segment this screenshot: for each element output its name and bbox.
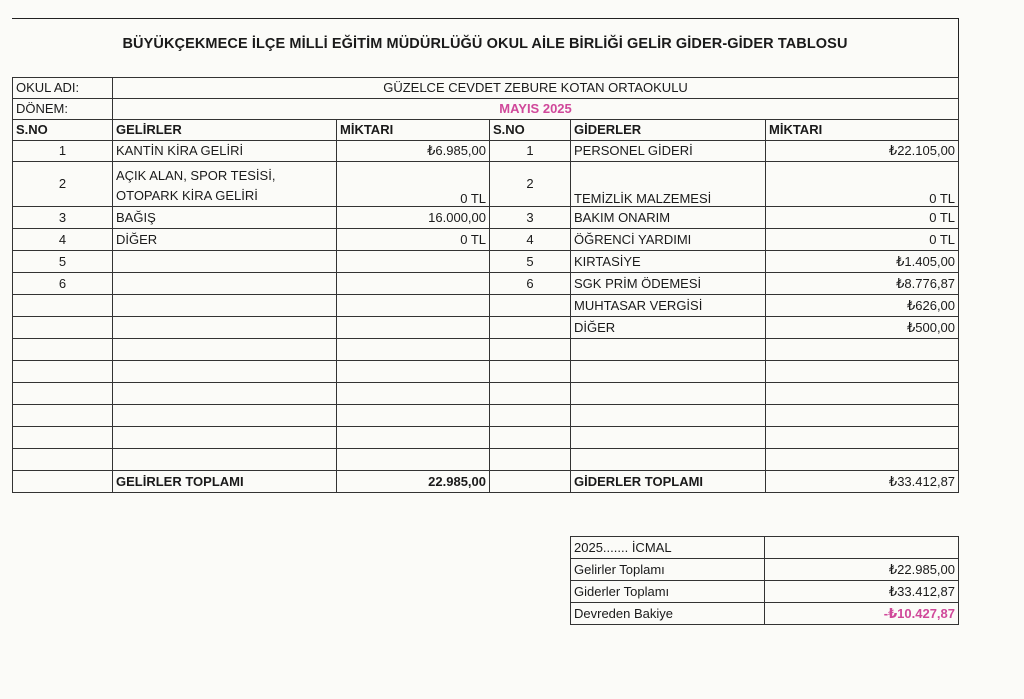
expense-no: [490, 317, 571, 339]
income-total-label: GELİRLER TOPLAMI: [113, 471, 337, 493]
income-amount: [337, 251, 490, 273]
summary-balance-value: -₺10.427,87: [765, 603, 959, 625]
col-header-income: GELİRLER: [113, 120, 337, 141]
expense-amount: ₺626,00: [766, 295, 959, 317]
expense-name: ÖĞRENCİ YARDIMI: [571, 229, 766, 251]
period-value: MAYIS 2025: [113, 99, 959, 120]
summary-income-label: Gelirler Toplamı: [571, 559, 765, 581]
income-no: 4: [13, 229, 113, 251]
income-total-value: 22.985,00: [337, 471, 490, 493]
expense-amount: ₺500,00: [766, 317, 959, 339]
table-row: [13, 229, 959, 251]
totals-row: [13, 471, 959, 493]
expense-name: DİĞER: [571, 317, 766, 339]
expense-amount: ₺1.405,00: [766, 251, 959, 273]
empty-row: [13, 405, 959, 427]
col-header-expense: GİDERLER: [571, 120, 766, 141]
income-expense-table: [12, 77, 959, 493]
income-amount: 0 TL: [337, 229, 490, 251]
income-no: 3: [13, 207, 113, 229]
expense-name: TEMİZLİK MALZEMESİ: [571, 162, 766, 207]
income-name: BAĞIŞ: [113, 207, 337, 229]
period-row: [13, 99, 959, 120]
col-header-sno: S.NO: [13, 120, 113, 141]
table-row: [13, 295, 959, 317]
income-amount: 0 TL: [337, 162, 490, 207]
col-header-amount: MİKTARI: [337, 120, 490, 141]
expense-no: 6: [490, 273, 571, 295]
income-name: [113, 273, 337, 295]
summary-row: [571, 559, 959, 581]
empty-row: [13, 361, 959, 383]
expense-name: KIRTASİYE: [571, 251, 766, 273]
income-no: 6: [13, 273, 113, 295]
school-label: OKUL ADI:: [13, 78, 113, 99]
header-row: [13, 120, 959, 141]
empty-row: [13, 339, 959, 361]
school-row: [13, 78, 959, 99]
summary-balance-label: Devreden Bakiye: [571, 603, 765, 625]
income-amount: [337, 295, 490, 317]
summary-row: [571, 603, 959, 625]
summary-header: 2025....... İCMAL: [571, 537, 765, 559]
document-title: BÜYÜKÇEKMECE İLÇE MİLLİ EĞİTİM MÜDÜRLÜĞÜ OKUL AİLE BİRLİĞİ GELİR GİDER-GİDER TABLOSU: [122, 36, 848, 52]
col-header-sno2: S.NO: [490, 120, 571, 141]
expense-name: SGK PRİM ÖDEMESİ: [571, 273, 766, 295]
summary-row: [571, 581, 959, 603]
expense-no: [490, 295, 571, 317]
income-no: 5: [13, 251, 113, 273]
expense-no: 5: [490, 251, 571, 273]
expense-no: 2: [490, 162, 571, 207]
income-no: 1: [13, 141, 113, 162]
income-no: 2: [13, 162, 113, 207]
expense-amount: ₺8.776,87: [766, 273, 959, 295]
summary-table: [570, 536, 959, 625]
empty-row: [13, 427, 959, 449]
expense-amount: ₺22.105,00: [766, 141, 959, 162]
col-header-amount2: MİKTARI: [766, 120, 959, 141]
table-row: [13, 141, 959, 162]
income-name: DİĞER: [113, 229, 337, 251]
expense-amount: 0 TL: [766, 207, 959, 229]
summary-header-row: [571, 537, 959, 559]
expense-total-value: ₺33.412,87: [766, 471, 959, 493]
expense-amount: 0 TL: [766, 229, 959, 251]
income-name: [113, 317, 337, 339]
income-name: [113, 251, 337, 273]
summary-expense-label: Giderler Toplamı: [571, 581, 765, 603]
table-row: [13, 273, 959, 295]
income-amount: ₺6.985,00: [337, 141, 490, 162]
school-name: GÜZELCE CEVDET ZEBURE KOTAN ORTAOKULU: [113, 78, 959, 99]
income-name: [113, 295, 337, 317]
table-row: [13, 317, 959, 339]
expense-total-label: GİDERLER TOPLAMI: [571, 471, 766, 493]
expense-name: PERSONEL GİDERİ: [571, 141, 766, 162]
expense-amount: 0 TL: [766, 162, 959, 207]
table-row: [13, 207, 959, 229]
expense-name: MUHTASAR VERGİSİ: [571, 295, 766, 317]
empty-row: [13, 383, 959, 405]
income-name: KANTİN KİRA GELİRİ: [113, 141, 337, 162]
expense-no: 3: [490, 207, 571, 229]
income-amount: 16.000,00: [337, 207, 490, 229]
expense-no: 1: [490, 141, 571, 162]
expense-name: BAKIM ONARIM: [571, 207, 766, 229]
summary-income-value: ₺22.985,00: [765, 559, 959, 581]
expense-no: 4: [490, 229, 571, 251]
empty-row: [13, 449, 959, 471]
income-no: [13, 317, 113, 339]
income-no: [13, 295, 113, 317]
table-row: [13, 162, 959, 207]
table-row: [13, 251, 959, 273]
income-amount: [337, 317, 490, 339]
income-name: AÇIK ALAN, SPOR TESİSİ, OTOPARK KİRA GELİRİ: [113, 162, 337, 207]
period-label: DÖNEM:: [13, 99, 113, 120]
summary-expense-value: ₺33.412,87: [765, 581, 959, 603]
income-amount: [337, 273, 490, 295]
